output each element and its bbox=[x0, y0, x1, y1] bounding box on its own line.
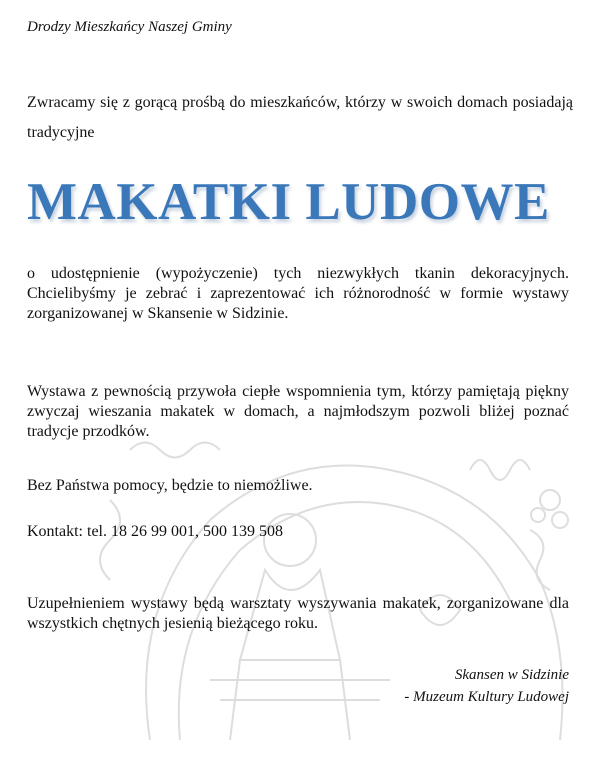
headline-title: MAKATKI LUDOWE bbox=[27, 173, 550, 231]
paragraph-workshops: Uzupełnieniem wystawy będą warsztaty wyszywania makatek, zorganizowane dla wszystkich chętnych jesienią bieżącego roku. bbox=[27, 595, 569, 632]
signature-line-1: Skansen w Sidzinie bbox=[454, 667, 569, 683]
signature-block bbox=[404, 664, 569, 708]
signature-line-2: - Muzeum Kultury Ludowej bbox=[404, 689, 569, 705]
paragraph-request: o udostępnienie (wypożyczenie) tych niezwykłych tkanin dekoracyjnych. Chcielibyśmy je zebrać i zaprezentować ich różnorodność w formie wystawy zorganizowanej w Skansenie w Sidzinie. bbox=[27, 265, 569, 322]
intro-paragraph: Zwracamy się z gorącą prośbą do mieszkańców, którzy w swoich domach posiadają tradycyjne bbox=[27, 94, 573, 141]
paragraph-exhibition: Wystawa z pewnością przywoła ciepłe wspomnienia tym, którzy pamiętają piękny zwyczaj wieszania makatek w domach, a najmłodszym pozwoli bliżej poznać tradycje przodków. bbox=[27, 383, 569, 440]
salutation: Drodzy Mieszkańcy Naszej Gminy bbox=[27, 19, 232, 35]
paragraph-help: Bez Państwa pomocy, będzie to niemożliwe. bbox=[27, 477, 313, 494]
contact-line: Kontakt: tel. 18 26 99 001, 500 139 508 bbox=[27, 523, 283, 540]
